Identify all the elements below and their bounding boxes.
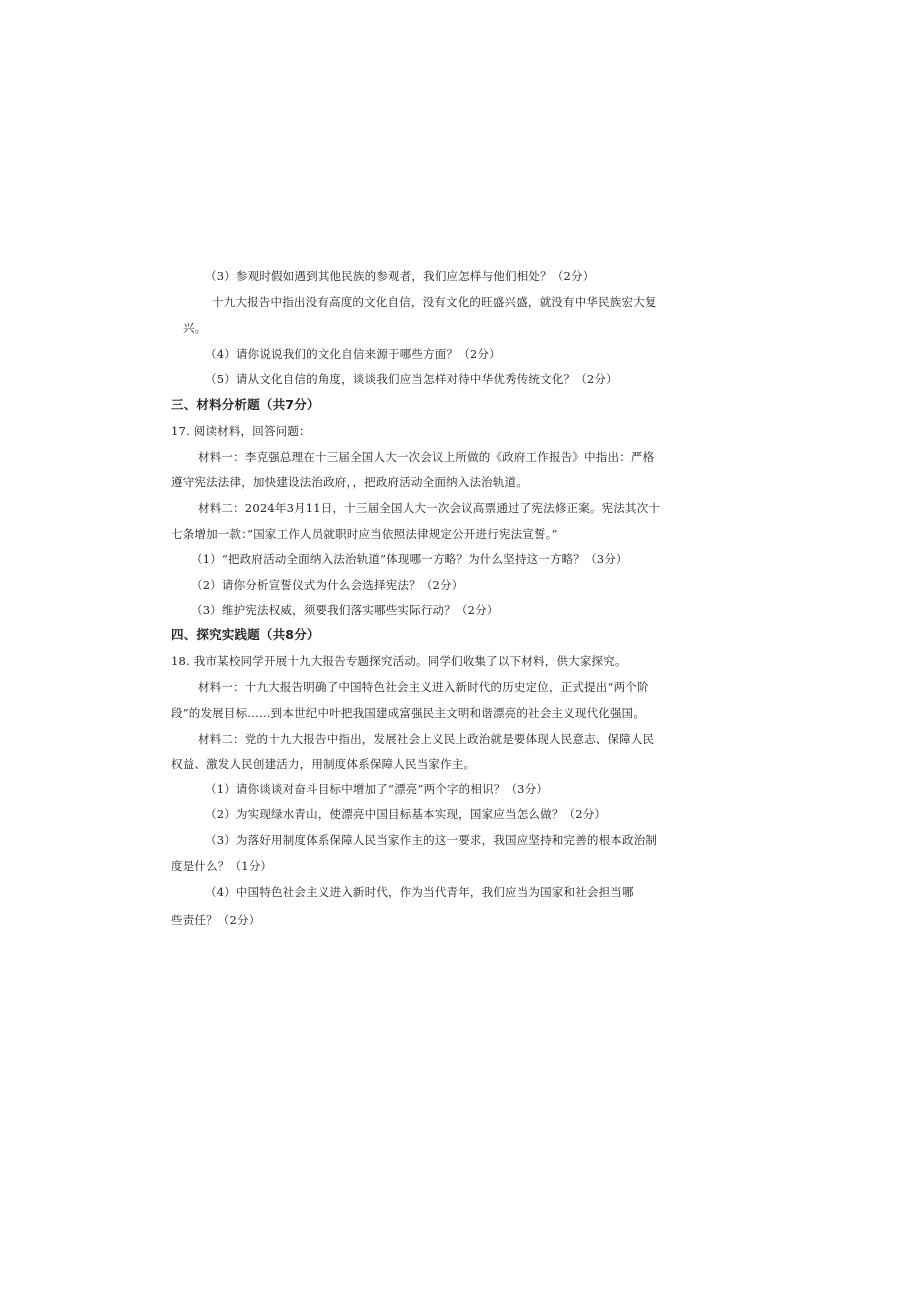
question-18-4: （4）中国特色社会主义进入新时代，作为当代青年，我们应当为国家和社会担当哪 (205, 885, 634, 899)
question-4-cultural-source: （4）请你说说我们的文化自信来源于哪些方面？（2分） (205, 347, 501, 361)
question-5-traditional-culture: （5）请从文化自信的角度，谈谈我们应当怎样对待中华优秀传统文化？（2分） (205, 372, 618, 386)
question-18-3: （3）为落好用制度体系保障人民当家作主的这一要求，我国应坚持和完善的根本政治制 (205, 833, 658, 847)
section-3-heading: 三、材料分析题（共7分） (171, 397, 320, 412)
material-1-text: 材料一：李克强总理在十三届全国人大一次会议上所做的《政府工作报告》中指出：严格 (198, 450, 655, 464)
question-18-1: （1）请你谈谈对奋斗目标中增加了“漂亮”两个字的相识？（3分） (205, 782, 549, 796)
question-18-3-cont: 度是什么？（1分） (171, 859, 273, 873)
question-17-2: （2）请你分析宣誓仪式为什么会选择宪法？（2分） (191, 578, 464, 592)
question-18-2: （2）为实现绿水青山，使漂亮中国目标基本实现，国家应当怎么做？（2分） (205, 807, 607, 821)
material-18-2-text: 材料二：党的十九大报告中指出，发展社会上义民上政治就是要体现人民意志、保障人民 (198, 732, 655, 746)
question-17-title: 17. 阅读材料，回答问题： (171, 424, 311, 438)
cultural-confidence-intro: 十九大报告中指出没有高度的文化自信，没有文化的旺盛兴盛，就没有中华民族宏大复 (212, 295, 657, 309)
question-3-camping-minorities: （3）参观时假如遇到其他民族的参观者，我们应怎样与他们相处？（2分） (205, 269, 595, 283)
material-2-text-cont: 七条增加一款：”国家工作人员就职时应当依照法律规定公开进行宪法宣誓。” (171, 527, 558, 541)
question-18-title: 18. 我市某校同学开展十九大报告专题探究活动。同学们收集了以下材料，供大家探究。 (171, 654, 627, 668)
material-18-1-text-cont: 段”的发展目标……到本世纪中叶把我国建成富强民主文明和谐漂亮的社会主义现代化强国。 (171, 706, 646, 720)
question-17-3: （3）维护宪法权威，须要我们落实哪些实际行动？（2分） (191, 603, 499, 617)
section-4-heading: 四、探究实践题（共8分） (171, 627, 320, 642)
material-18-2-text-cont: 权益、激发人民创建活力，用制度体系保障人民当家作主。 (171, 757, 476, 771)
cultural-confidence-intro-cont: 兴。 (183, 321, 207, 335)
material-2-text: 材料二：2024年3月11日，十三届全国人大一次会议高票通过了宪法修正案。宪法其次十 (198, 501, 661, 515)
material-1-text-cont: 遵守宪法法律，加快建设法治政府，，把政府活动全面纳入法治轨道。 (171, 475, 528, 489)
question-18-4-cont: 些责任？（2分） (171, 913, 261, 927)
material-18-1-text: 材料一：十九大报告明确了中国特色社会主义进入新时代的历史定位，正式提出“两个阶 (198, 680, 649, 694)
question-17-1: （1）“把政府活动全面纳入法治轨道”体现哪一方略？为什么坚持这一方略？（3分） (191, 552, 628, 566)
